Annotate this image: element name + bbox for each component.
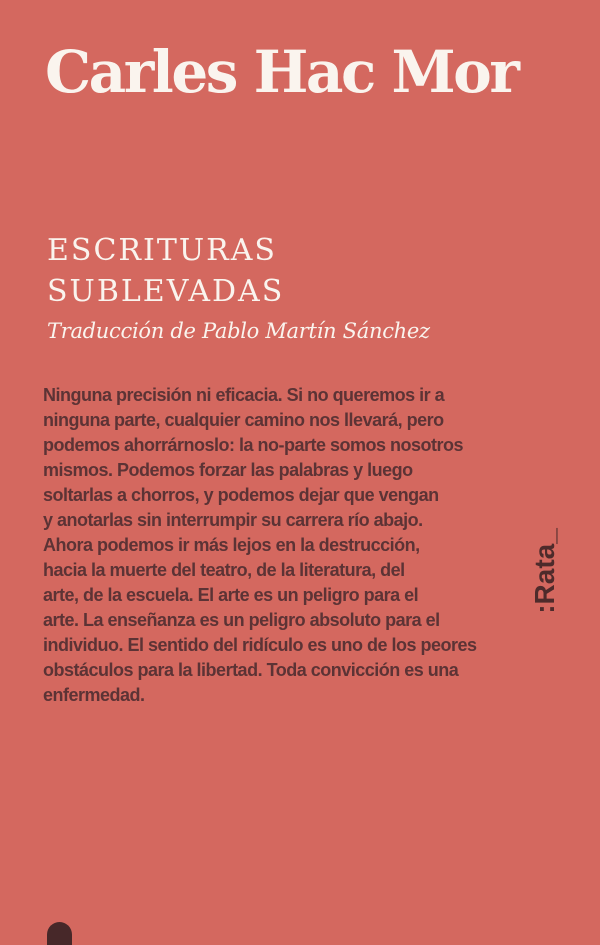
publisher-logo-text: :Rata_	[529, 528, 560, 614]
blurb-line: arte, de la escuela. El arte es un peligro para el	[43, 585, 419, 605]
book-title-line-1: ESCRITURAS	[47, 233, 277, 268]
back-cover-blurb	[43, 383, 477, 708]
blurb-line: soltarlas a chorros, y podemos dejar que vengan	[43, 485, 439, 505]
blurb-line: Ninguna precisión ni eficacia. Si no queremos ir a	[43, 385, 445, 405]
translation-credit: Traducción de Pablo Martín Sánchez	[47, 319, 430, 343]
blurb-line: hacia la muerte del teatro, de la literatura, del	[43, 560, 405, 580]
blurb-line: Ahora podemos ir más lejos en la destrucción,	[43, 535, 420, 555]
blurb-line: ninguna parte, cualquier camino nos llevará, pero	[43, 410, 444, 430]
blurb-line: mismos. Podemos forzar las palabras y luego	[43, 460, 413, 480]
blurb-line: y anotarlas sin interrumpir su carrera río abajo.	[43, 510, 423, 530]
blurb-line: obstáculos para la libertad. Toda convicción es una	[43, 660, 459, 680]
book-title	[47, 230, 284, 312]
blurb-line: arte. La enseñanza es un peligro absoluto para el	[43, 610, 440, 630]
blurb-line: enfermedad.	[43, 685, 145, 705]
publisher-logo-rata	[531, 520, 559, 622]
book-title-line-2: SUBLEVADAS	[47, 274, 285, 309]
blurb-line: individuo. El sentido del ridículo es uno de los peores	[43, 635, 477, 655]
blurb-line: podemos ahorrárnoslo: la no-parte somos nosotros	[43, 435, 464, 455]
mouse-hole-mark	[47, 922, 72, 945]
author-name: Carles Hac Mor	[45, 38, 518, 106]
